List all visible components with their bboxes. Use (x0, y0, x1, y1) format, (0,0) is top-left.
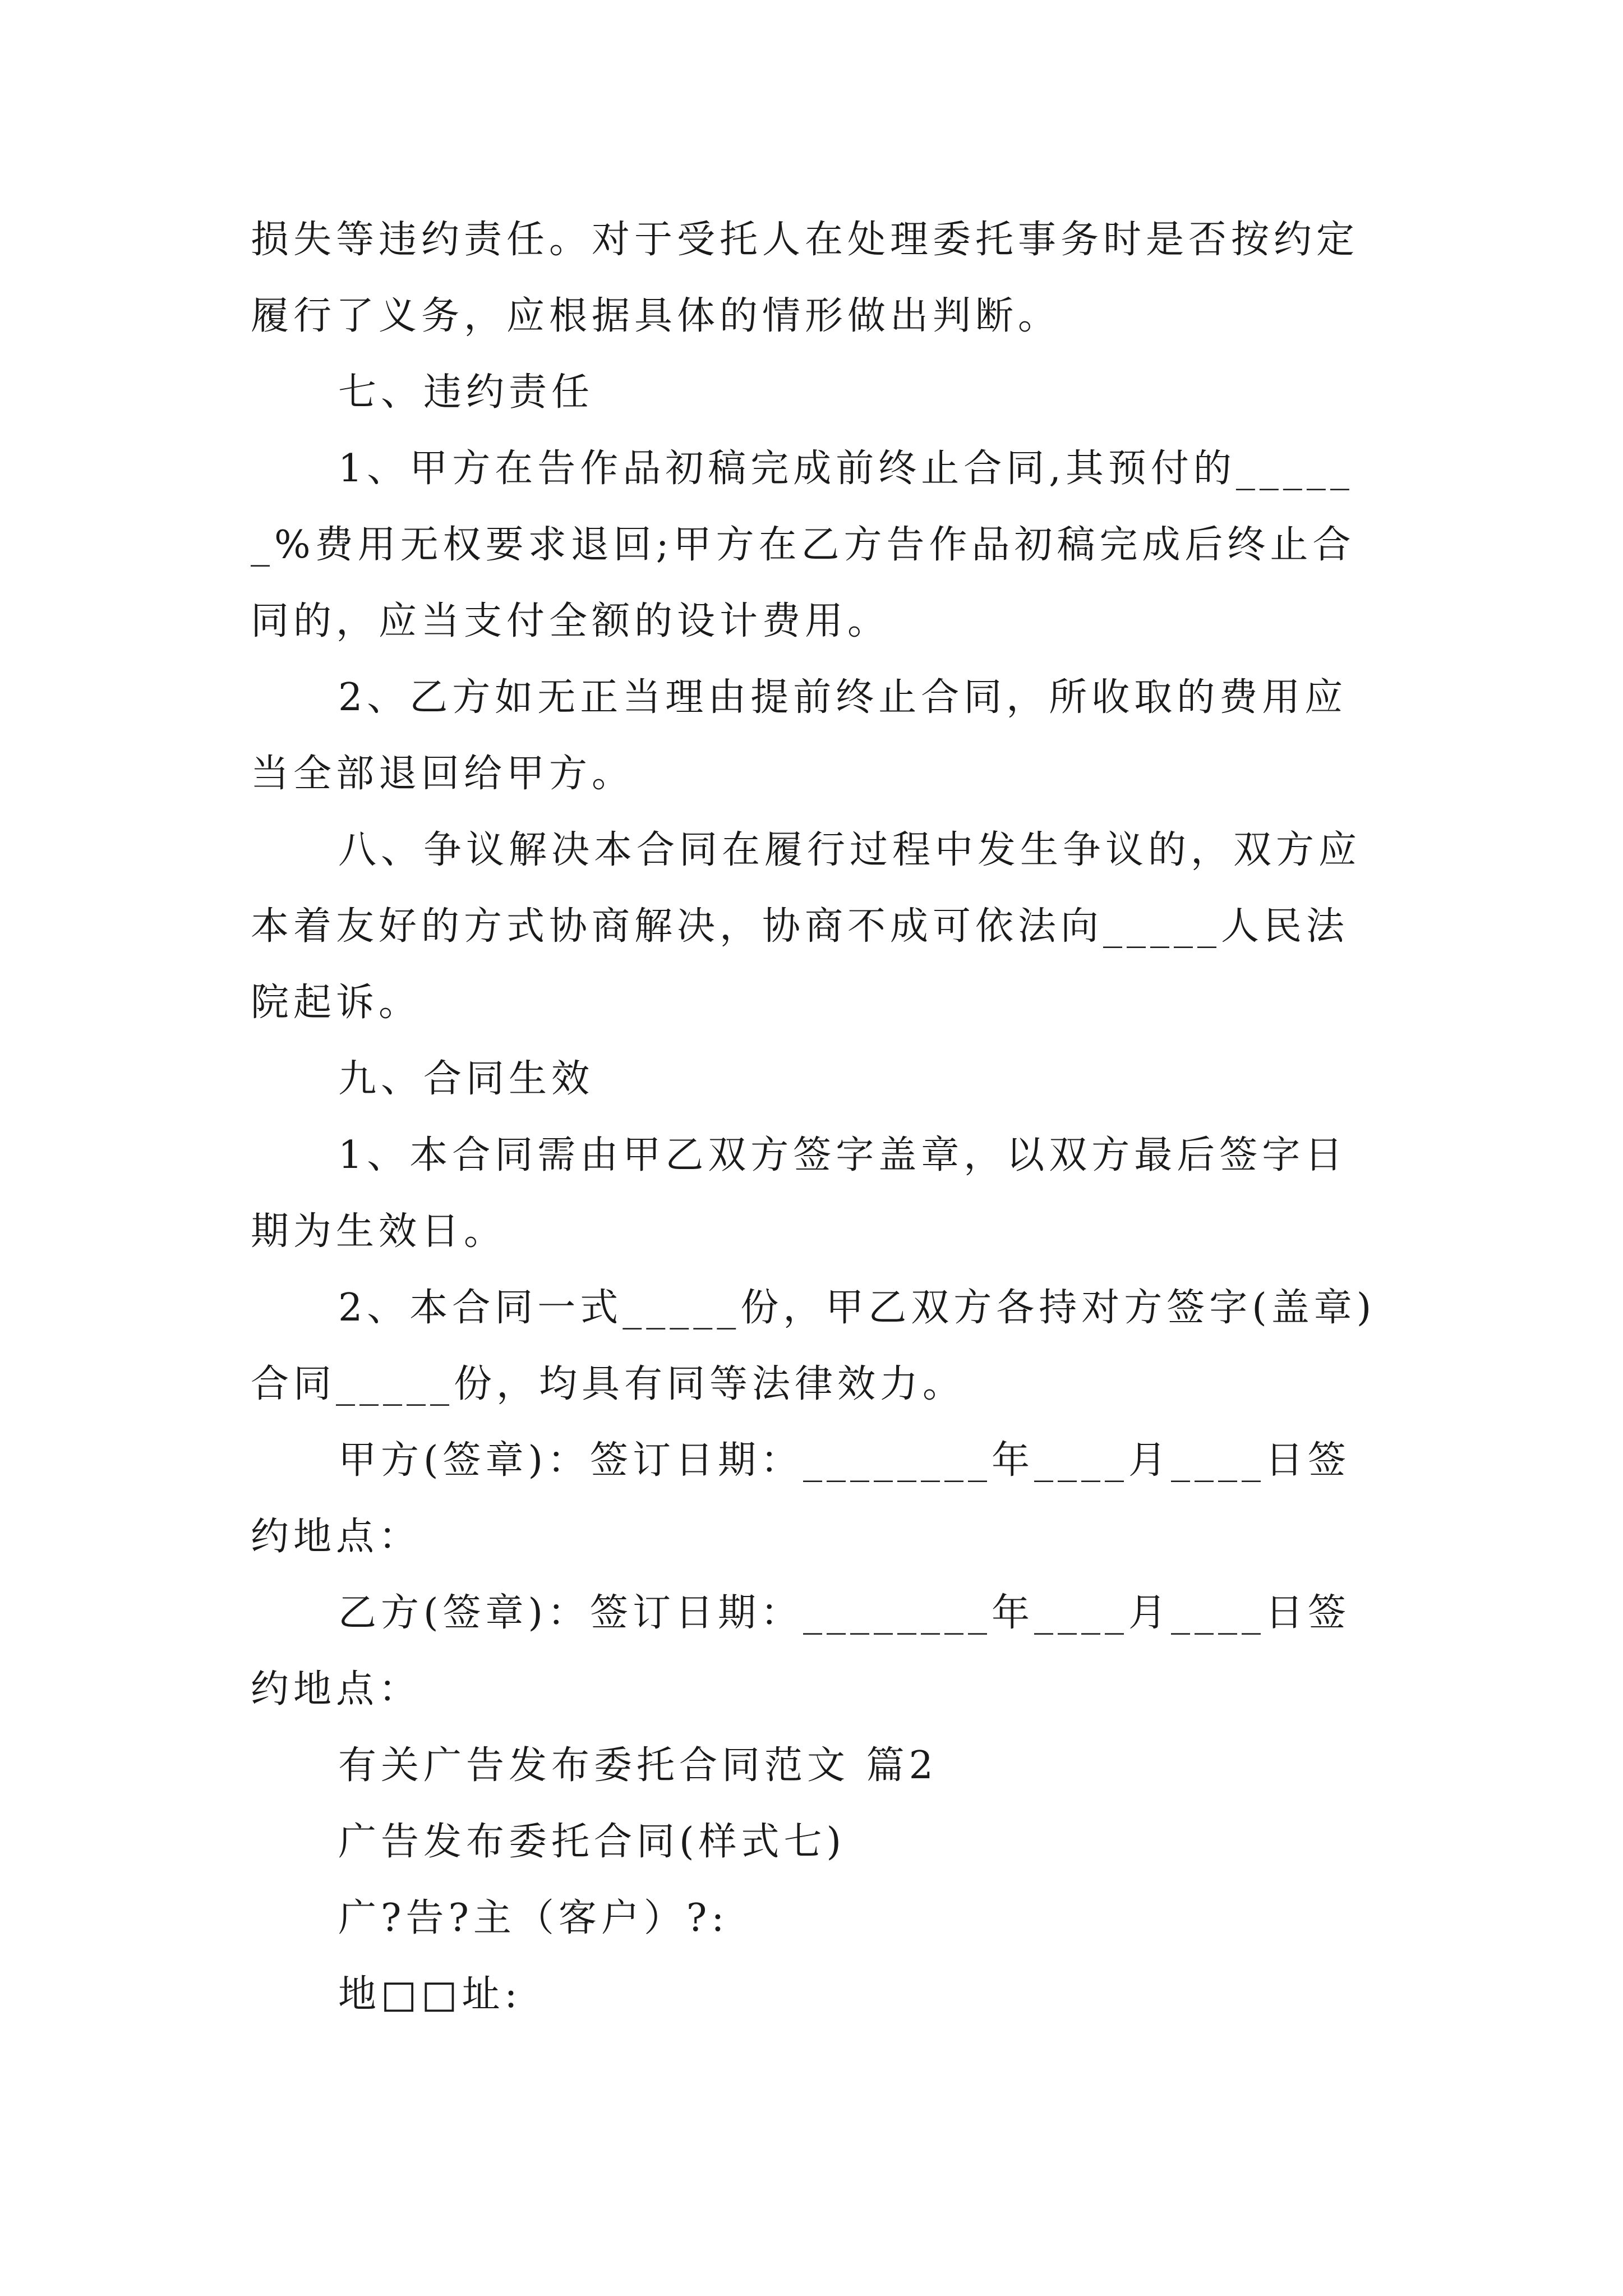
contract-title-style-7: 广告发布委托合同(样式七) (338, 1820, 846, 1864)
paragraph-clause-7-1: 1、甲方在告作品初稿完成前终止合同,其预付的______%费用无权要求退回;甲方在乙方告作品初稿完成后终止合同的，应当支付全额的设计费用。 (251, 447, 1355, 643)
field-address: 地□□址: (338, 1972, 522, 2017)
section-heading-contract-effect: 九、合同生效 (338, 1057, 594, 1101)
paragraph-dispute-resolution: 八、争议解决本合同在履行过程中发生争议的，双方应本着友好的方式协商解决，协商不成可依法向_____人民法院起诉。 (251, 828, 1362, 1025)
document-body (251, 202, 1384, 2033)
section-heading-breach-liability: 七、违约责任 (338, 370, 594, 415)
article-title-part-2: 有关广告发布委托合同范文 篇2 (338, 1743, 938, 1788)
paragraph-party-a-signature: 甲方(签章)：签订日期：________年____月____日签约地点： (251, 1438, 1351, 1559)
paragraph-clause-9-1: 1、本合同需由甲乙双方签字盖章，以双方最后签字日期为生效日。 (251, 1133, 1348, 1254)
field-advertiser-client: 广?告?主（客户）?: (338, 1896, 729, 1940)
paragraph-liability-continuation: 损失等违约责任。对于受托人在处理委托事务时是否按约定履行了义务，应根据具体的情形做出判断。 (251, 218, 1359, 338)
paragraph-clause-7-2: 2、乙方如无正当理由提前终止合同，所收取的费用应当全部退回给甲方。 (251, 675, 1348, 796)
paragraph-party-b-signature: 乙方(签章)：签订日期：________年____月____日签约地点： (251, 1591, 1351, 1711)
paragraph-clause-9-2: 2、本合同一式_____份，甲乙双方各持对方签字(盖章)合同_____份，均具有同等法律效力。 (251, 1286, 1376, 1406)
